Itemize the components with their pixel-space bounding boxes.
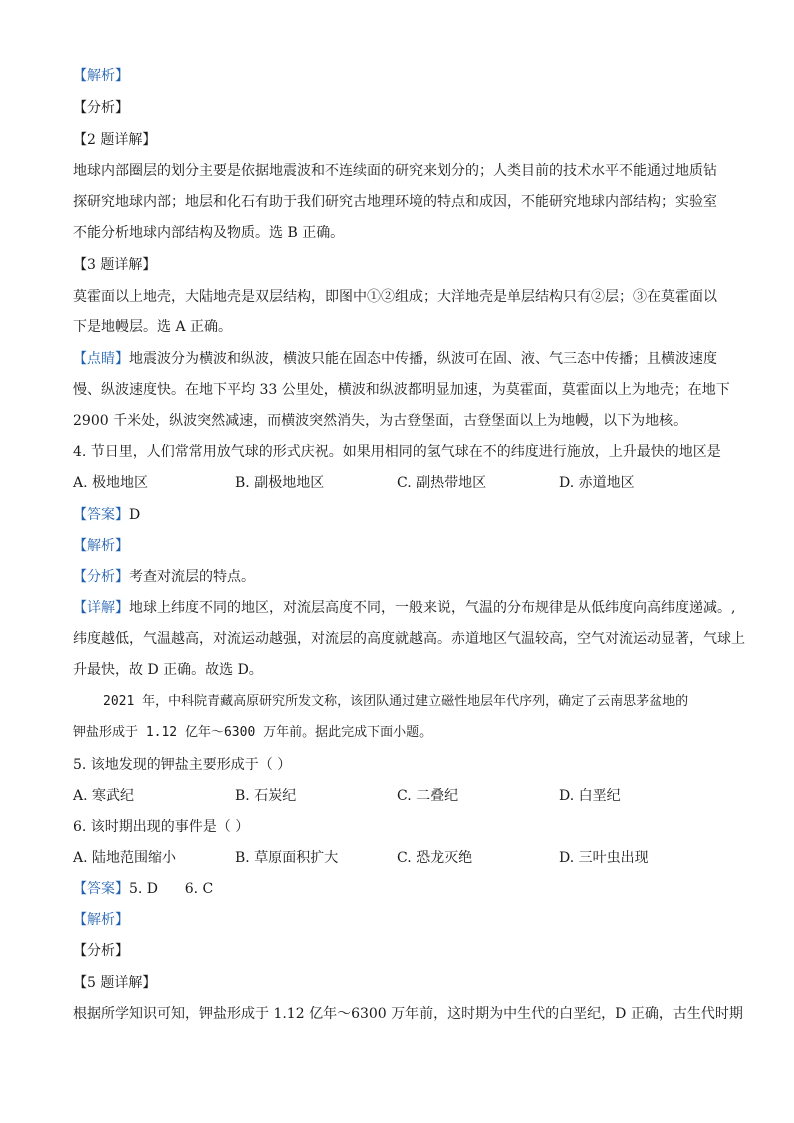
q5-option-c: C. 二叠纪 [397, 788, 459, 804]
q6-option-c: C. 恐龙灭绝 [397, 850, 473, 866]
q2-detail-line-3: 不能分析地球内部结构及物质。选 B 正确。 [73, 225, 345, 241]
answer-tag: 【答案】 [73, 507, 129, 523]
question-4: 4. 节日里，人们常常用放气球的形式庆祝。如果用相同的氢气球在不的纬度进行施放，上升最快的地区是 [73, 444, 721, 460]
answer-value-2: 5. D 6. C [129, 881, 214, 897]
xiangjie-line-3: 升最快，故 D 正确。故选 D。 [73, 662, 263, 678]
q5-detail-line-1: 根据所学知识可知，钾盐形成于 1.12 亿年～6300 万年前，这时期为中生代的白垩纪，D 正确，古生代时期 [73, 1006, 743, 1022]
dianjing-text-1: 地震波分为横波和纵波，横波只能在固态中传播，纵波可在固、液、气三态中传播；且横波速度 [129, 351, 717, 367]
q2-detail-line-1: 地球内部圈层的划分主要是依据地震波和不连续面的研究来划分的；人类目前的技术水平不能通过地质钻 [73, 163, 717, 179]
q3-detail-line-1: 莫霍面以上地壳，大陆地壳是双层结构，即图中①②组成；大洋地壳是单层结构只有②层；③在莫霍面以 [73, 289, 717, 305]
q2-detail-heading: 【2 题详解】 [73, 132, 157, 148]
fenxi-tag-2: 【分析】 [73, 569, 129, 585]
q3-detail-line-2: 下是地幔层。选 A 正确。 [73, 319, 233, 335]
dianjing-line-2: 慢、纵波速度快。在地下平均 33 公里处，横波和纵波都明显加速，为莫霍面，莫霍面以上为地壳；在地下 [73, 382, 730, 398]
q5-option-b: B. 石炭纪 [235, 788, 297, 804]
dianjing-line-3: 2900 千米处，纵波突然减速，而横波突然消失，为古登堡面，古登堡面以上为地幔，以下为地核。 [73, 413, 688, 429]
q5-options [73, 786, 723, 806]
passage-line-2: 钾盐形成于 1.12 亿年～6300 万年前。据此完成下面小题。 [73, 725, 433, 740]
fenxi-heading: 【分析】 [73, 100, 129, 116]
fenxi-text-2: 考查对流层的特点。 [129, 569, 255, 585]
q6-option-b: B. 草原面积扩大 [235, 850, 339, 866]
q6-options [73, 848, 723, 868]
q2-detail-line-2: 探研究地球内部；地层和化石有助于我们研究古地理环境的特点和成因，不能研究地球内部结构；实验室 [73, 194, 717, 210]
q6-option-a: A. 陆地范围缩小 [73, 850, 177, 866]
xiangjie-text-1: 地球上纬度不同的地区，对流层高度不同，一般来说，气温的分布规律是从低纬度向高纬度递减。, [129, 600, 736, 616]
dianjing-tag: 【点睛】 [73, 351, 129, 367]
answer-value: D [129, 507, 141, 523]
q4-option-b: B. 副极地地区 [235, 475, 325, 491]
fenxi-heading-3: 【分析】 [73, 943, 129, 959]
question-5: 5. 该地发现的钾盐主要形成于（ ） [73, 757, 292, 773]
passage-line-1: 2021 年，中科院青藏高原研究所发文称，该团队通过建立磁性地层年代序列，确定了云南思茅盆地的 [103, 694, 689, 709]
q5-option-d: D. 白垩纪 [559, 788, 621, 804]
jiexi-heading-3: 【解析】 [73, 912, 129, 928]
q5-detail-heading: 【5 题详解】 [73, 975, 157, 991]
q6-option-d: D. 三叶虫出现 [559, 850, 649, 866]
q4-options [73, 473, 723, 493]
xiangjie-line-2: 纬度越低，气温越高，对流运动越强，对流层的高度就越高。赤道地区气温较高，空气对流运动显著，气球上 [73, 631, 745, 647]
jiexi-heading-2: 【解析】 [73, 538, 129, 554]
q4-option-a: A. 极地地区 [73, 475, 149, 491]
answer-line-2 [73, 879, 723, 899]
q4-option-d: D. 赤道地区 [559, 475, 635, 491]
q4-option-c: C. 副热带地区 [397, 475, 487, 491]
jiexi-heading: 【解析】 [73, 68, 129, 84]
answer-line-1 [73, 505, 723, 525]
q5-option-a: A. 寒武纪 [73, 788, 135, 804]
xiangjie-line-1 [73, 598, 736, 618]
question-6: 6. 该时期出现的事件是（ ） [73, 819, 250, 835]
answer-tag-2: 【答案】 [73, 881, 129, 897]
dianjing-line-1 [73, 349, 723, 369]
xiangjie-tag: 【详解】 [73, 600, 129, 616]
fenxi-line-2 [73, 567, 723, 587]
q3-detail-heading: 【3 题详解】 [73, 257, 157, 273]
